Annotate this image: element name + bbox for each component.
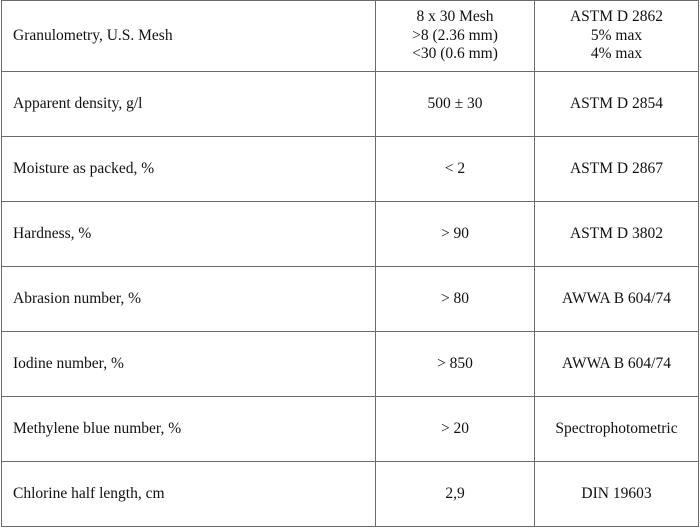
value-line: >8 (2.36 mm) <box>412 26 498 44</box>
property-cell: Abrasion number, % <box>2 267 376 332</box>
property-cell: Moisture as packed, % <box>2 137 376 202</box>
method-cell: AWWA B 604/74 <box>535 267 699 332</box>
table-row <box>2 397 699 462</box>
property-cell: Granulometry, U.S. Mesh <box>2 1 376 72</box>
table-row <box>2 202 699 267</box>
value-cell: < 2 <box>376 137 535 202</box>
property-cell: Methylene blue number, % <box>2 397 376 462</box>
table-row <box>2 72 699 137</box>
table-row <box>2 1 699 72</box>
property-cell: Chlorine half length, cm <box>2 462 376 527</box>
property-cell: Hardness, % <box>2 202 376 267</box>
value-cell <box>376 1 535 72</box>
method-cell: AWWA B 604/74 <box>535 332 699 397</box>
property-cell: Apparent density, g/l <box>2 72 376 137</box>
value-cell: 2,9 <box>376 462 535 527</box>
table-row <box>2 267 699 332</box>
value-cell: > 90 <box>376 202 535 267</box>
value-cell: > 20 <box>376 397 535 462</box>
table-row <box>2 332 699 397</box>
method-cell: Spectrophotometric <box>535 397 699 462</box>
method-line: ASTM D 2862 <box>569 8 663 26</box>
value-cell: > 80 <box>376 267 535 332</box>
method-cell: ASTM D 2854 <box>535 72 699 137</box>
table-row <box>2 137 699 202</box>
method-cell <box>535 1 699 72</box>
method-cell: ASTM D 2867 <box>535 137 699 202</box>
value-line: 8 x 30 Mesh <box>416 8 494 26</box>
method-cell: ASTM D 3802 <box>535 202 699 267</box>
specification-table <box>1 0 699 527</box>
method-cell: DIN 19603 <box>535 462 699 527</box>
value-cell: > 850 <box>376 332 535 397</box>
method-line: 5% max <box>590 26 643 44</box>
property-cell: Iodine number, % <box>2 332 376 397</box>
value-cell: 500 ± 30 <box>376 72 535 137</box>
value-line: <30 (0.6 mm) <box>412 45 498 63</box>
table-row <box>2 462 699 527</box>
method-line: 4% max <box>590 45 643 63</box>
